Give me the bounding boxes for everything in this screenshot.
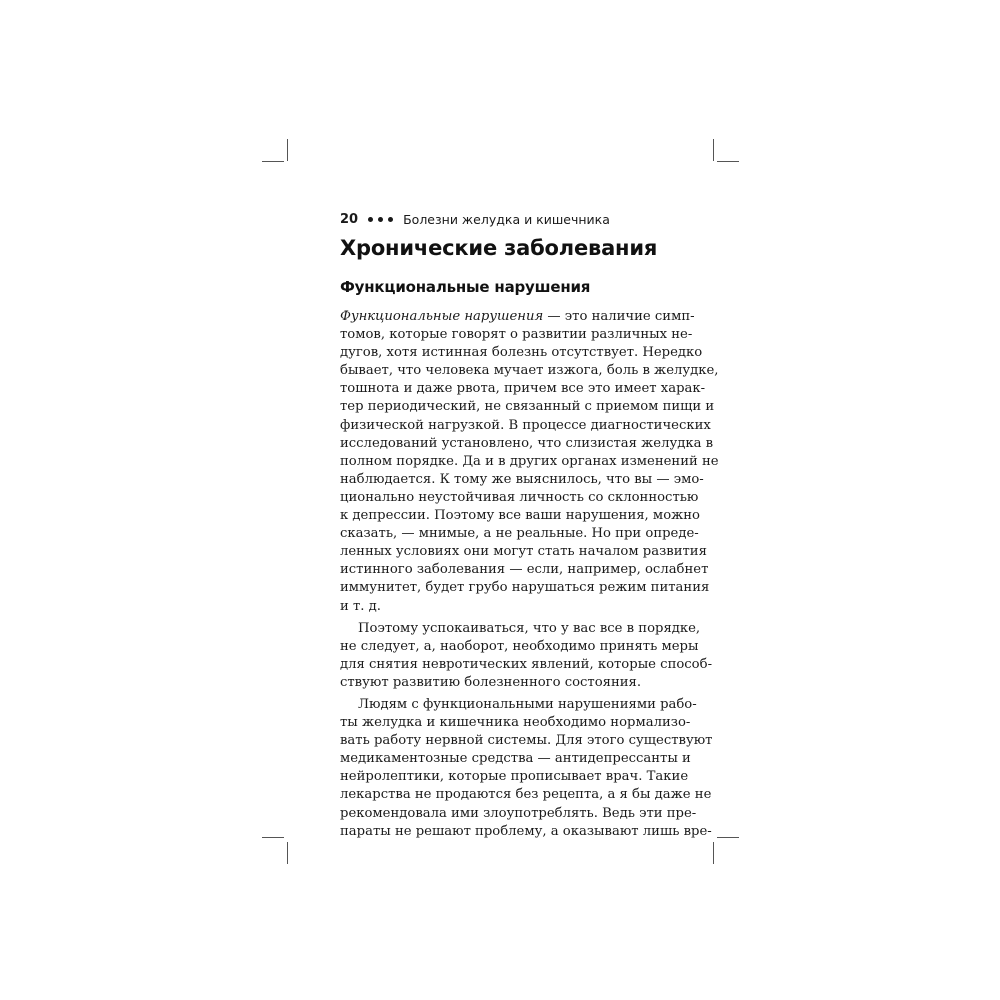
text-line: к депрессии. Поэтому все ваши нарушения, можно: [340, 508, 700, 524]
text-line: томов, которые говорят о развитии различных не-: [340, 327, 693, 343]
text-line: не следует, а, наоборот, необходимо принять меры: [340, 638, 699, 654]
section-title: Функциональные нарушения: [340, 278, 591, 296]
defined-term: Функциональные нарушения: [340, 309, 544, 324]
text-line: ты желудка и кишечника необходимо нормализо-: [340, 715, 691, 731]
crop-mark: [287, 139, 288, 161]
text-line: параты не решают проблему, а оказывают лишь вре-: [340, 823, 712, 839]
text-line: наблюдается. К тому же выяснилось, что вы — эмо-: [340, 471, 704, 487]
crop-mark: [262, 837, 284, 838]
text-line: Поэтому успокаиваться, что у вас все в порядке,: [358, 620, 701, 636]
text-line: ционально неустойчивая личность со склонностью: [340, 489, 699, 505]
crop-mark: [262, 161, 284, 162]
chapter-title: Хронические заболевания: [340, 236, 658, 260]
text-line: нейролептики, которые прописывает врач. Такие: [340, 769, 689, 785]
crop-mark: [717, 161, 739, 162]
body-text: [340, 308, 719, 841]
crop-mark: [717, 837, 739, 838]
text-line: Функциональные нарушения — это наличие симп-: [340, 309, 695, 324]
text-line: для снятия невротических явлений, которые способ-: [340, 656, 713, 672]
page-number: 20: [340, 211, 359, 227]
text-line: тер периодический, не связанный с приемом пищи и: [340, 399, 715, 415]
text-line: физической нагрузкой. В процессе диагностических: [340, 417, 711, 433]
text-line: полном порядке. Да и в других органах изменений не: [340, 453, 719, 469]
crop-mark: [287, 842, 288, 864]
text-line: ствуют развитию болезненного состояния.: [340, 674, 642, 690]
ornament-dots-icon: [368, 217, 393, 222]
text-line: исследований установлено, что слизистая желудка в: [340, 435, 714, 451]
text-line: и т. д.: [340, 598, 381, 614]
text-line: ленных условиях они могут стать началом развития: [340, 544, 707, 560]
running-head: [340, 210, 610, 228]
text-line: Людям с функциональными нарушениями рабо-: [358, 696, 697, 712]
text-line: сказать, — мнимые, а не реальные. Но при опреде-: [340, 526, 699, 542]
text-line: медикаментозные средства — антидепрессанты и: [340, 751, 691, 767]
text-line: рекомендовала ими злоупотреблять. Ведь эти пре-: [340, 805, 697, 821]
text-line: истинного заболевания — если, например, ослабнет: [340, 562, 709, 578]
text-line: тошнота и даже рвота, причем все это имеет харак-: [340, 381, 706, 397]
text-line: вать работу нервной системы. Для этого существуют: [340, 733, 713, 749]
text-line: бывает, что человека мучает изжога, боль в желудке,: [340, 363, 719, 379]
running-title: Болезни желудка и кишечника: [403, 211, 610, 227]
text-line: дугов, хотя истинная болезнь отсутствует. Нередко: [340, 345, 703, 361]
text-line: лекарства не продаются без рецепта, а я бы даже не: [340, 787, 712, 803]
crop-mark: [713, 842, 714, 864]
text-line: иммунитет, будет грубо нарушаться режим питания: [340, 580, 710, 596]
crop-mark: [713, 139, 714, 161]
